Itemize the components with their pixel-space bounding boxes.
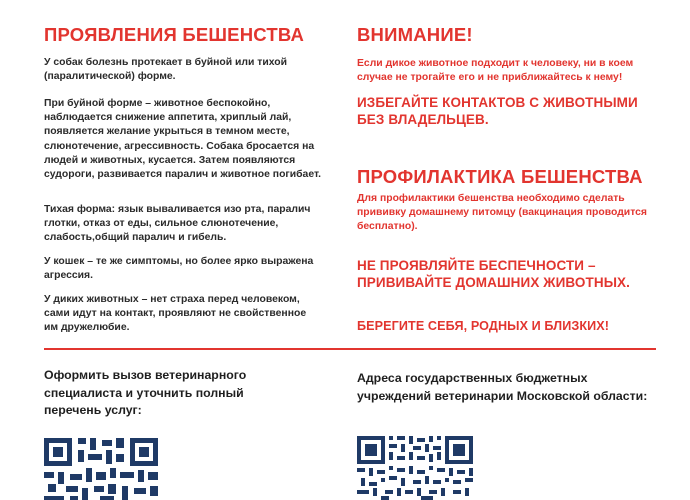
symptoms-paragraph-violent: При буйной форме – животное беспокойно, наблюдается снижение аппетита, хриплый лай, появляется желание укрыться в темном месте, слюнотечение, агрессивность. Собака бросается на людей и животных, кусается. Затем появляются судороги, развивается паралич и животное погибает. [44,98,322,181]
vet-addresses-text: Адреса государственных бюджетных учреждений ветеринарии Московской области: [357,371,648,403]
warning-text: Если дикое животное подходит к человеку, ни в коем случае не трогайте его и не приближайтесь к нему! [357,58,634,84]
section-divider [44,348,656,350]
qr-code-icon[interactable] [44,438,164,500]
qr-code-icon[interactable] [357,436,477,500]
symptoms-heading: ПРОЯВЛЕНИЯ БЕШЕНСТВА [44,24,305,45]
prevention-heading: ПРОФИЛАКТИКА БЕШЕНСТВА [357,166,643,187]
symptoms-paragraph-quiet: Тихая форма: язык вываливается изо рта, паралич глотки, отказ от еды, сильное слюнотечение, слабость,общий паралич и гибель. [44,204,311,244]
care-callout: БЕРЕГИТЕ СЕБЯ, РОДНЫХ И БЛИЗКИХ! [357,319,610,333]
symptoms-paragraph-dogs: У собак болезнь протекает в буйной или тихой (паралитической) форме. [44,57,288,83]
vet-call-text: Оформить вызов ветеринарного специалиста и уточнить полный перечень услуг: [44,368,247,417]
warning-heading: ВНИМАНИЕ! [357,24,473,45]
prevention-text: Для профилактики бешенства необходимо сделать прививку домашнему питомцу (вакцинация проводится бесплатно). [357,193,647,233]
symptoms-paragraph-cats: У кошек – те же симптомы, но более ярко выражена агрессия. [44,256,314,282]
vaccinate-callout: НЕ ПРОЯВЛЯЙТЕ БЕСПЕЧНОСТИ – ПРИВИВАЙТЕ ДОМАШНИХ ЖИВОТНЫХ. [357,258,630,290]
avoid-contact-callout: ИЗБЕГАЙТЕ КОНТАКТОВ С ЖИВОТНЫМИ БЕЗ ВЛАДЕЛЬЦЕВ. [357,95,638,127]
symptoms-paragraph-wild: У диких животных – нет страха перед человеком, сами идут на контакт, проявляют не свойственное им дружелюбие. [44,294,307,334]
